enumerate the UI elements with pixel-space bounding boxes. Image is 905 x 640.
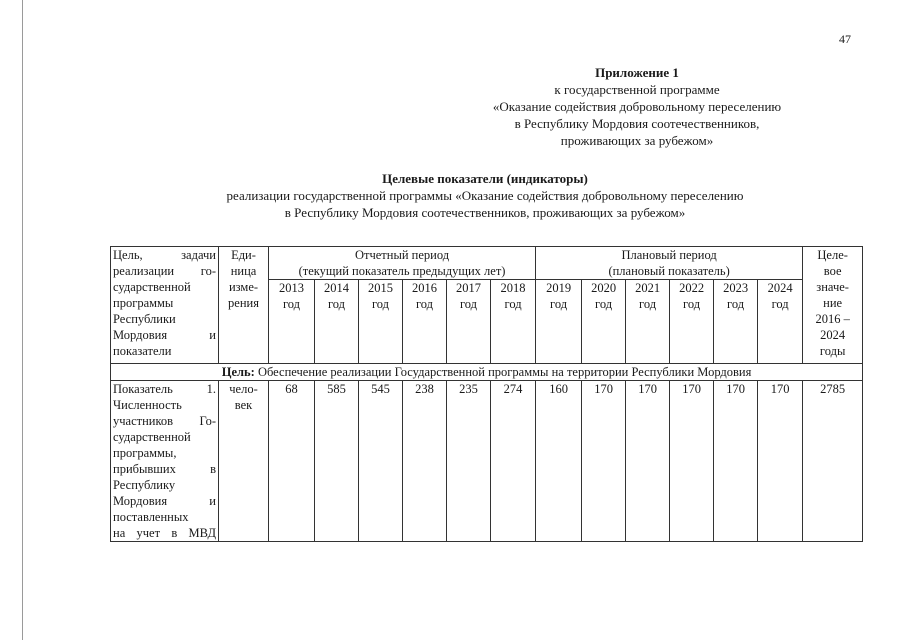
- indicator-unit-cell: [219, 381, 269, 542]
- indicator-name-line: Республику: [113, 478, 176, 492]
- heading-line: реализации государственной программы «Оказание содействия добровольному переселению: [226, 188, 744, 203]
- year-word: год: [550, 297, 568, 311]
- indicator-name-line: Численность: [113, 398, 182, 412]
- header-goal-line: Республики: [113, 312, 176, 326]
- year-label: 2014: [324, 281, 349, 295]
- year-label: 2024: [767, 281, 793, 295]
- header-target-cell: [803, 247, 863, 364]
- year-label: 2016: [412, 281, 437, 295]
- indicator-name-line: поставленных: [113, 510, 189, 524]
- year-cell-2017: [447, 280, 491, 364]
- reporting-period-line: (текущий показатель предыдущих лет): [298, 264, 506, 278]
- year-label: 2019: [546, 281, 572, 295]
- year-word: год: [771, 297, 789, 311]
- indicator-name-line: участников Го-: [113, 414, 216, 428]
- indicator-name-line: сударственной: [113, 430, 191, 444]
- document-heading: [110, 170, 860, 221]
- year-label: 2018: [500, 281, 526, 295]
- year-word: год: [415, 297, 434, 311]
- value-cell: 68: [269, 381, 315, 542]
- appendix-line: проживающих за рубежом»: [560, 133, 714, 148]
- year-label: 2023: [723, 281, 749, 295]
- indicator-name-line: программы,: [113, 446, 177, 460]
- target-value-cell: 2785: [803, 381, 863, 542]
- appendix-line: «Оказание содействия добровольному переселению: [492, 99, 782, 114]
- page-number: 47: [839, 32, 851, 46]
- planned-period-line: Плановый период: [621, 248, 717, 262]
- header-unit-line: изме-: [228, 280, 259, 294]
- year-word: год: [504, 297, 522, 311]
- target-line: вое: [823, 264, 842, 278]
- indicator-name-line: прибывших в: [113, 462, 216, 476]
- appendix-block: [427, 64, 847, 149]
- year-word: год: [639, 297, 657, 311]
- heading-title: Целевые показатели (индикаторы): [382, 171, 588, 186]
- year-word: год: [459, 297, 478, 311]
- year-cell-2016: [403, 280, 447, 364]
- target-line: годы: [819, 344, 846, 358]
- page-left-edge: [22, 0, 23, 640]
- year-cell-2019: [536, 280, 582, 364]
- indicator-name-line: Мордовия и: [113, 494, 216, 508]
- year-word: год: [371, 297, 390, 311]
- indicator-name-line: на учет в МВД: [113, 526, 216, 540]
- target-line: 2016 –: [815, 312, 850, 326]
- indicator-row: [111, 381, 863, 542]
- appendix-line: к государственной программе: [554, 82, 720, 97]
- indicator-unit-line: век: [234, 398, 253, 412]
- year-cell-2020: [582, 280, 626, 364]
- year-label: 2020: [591, 281, 617, 295]
- header-planned-period: [536, 247, 803, 280]
- year-word: год: [683, 297, 701, 311]
- year-cell-2018: [491, 280, 536, 364]
- year-label: 2015: [368, 281, 393, 295]
- year-label: 2021: [635, 281, 661, 295]
- header-goal-line: Цель, задачи: [113, 248, 216, 262]
- value-cell: 170: [758, 381, 803, 542]
- year-cell-2023: [714, 280, 758, 364]
- year-label: 2017: [456, 281, 481, 295]
- value-cell: 170: [626, 381, 670, 542]
- header-goal-line: Мордовия и: [113, 328, 216, 342]
- appendix-title: Приложение 1: [595, 65, 679, 80]
- year-word: год: [595, 297, 613, 311]
- year-cell-2021: [626, 280, 670, 364]
- indicators-table: [110, 246, 863, 542]
- year-label: 2022: [679, 281, 705, 295]
- goal-text: Обеспечение реализации Государственной программы на территории Республики Мордовия: [257, 365, 752, 379]
- indicator-unit-line: чело-: [229, 382, 258, 396]
- header-goal-line: сударственной: [113, 280, 191, 294]
- header-goal-line: показатели: [113, 344, 172, 358]
- target-line: 2024: [820, 328, 846, 342]
- header-goal-line: программы: [113, 296, 174, 310]
- target-line: ние: [823, 296, 843, 310]
- header-row-periods: [111, 247, 863, 280]
- header-reporting-period: [269, 247, 536, 280]
- target-line: Целе-: [817, 248, 848, 262]
- year-cell-2024: [758, 280, 803, 364]
- reporting-period-line: Отчетный период: [354, 248, 450, 262]
- year-cell-2022: [670, 280, 714, 364]
- year-cell-2015: [359, 280, 403, 364]
- appendix-line: в Республику Мордовия соотечественников,: [514, 116, 760, 131]
- value-cell: 170: [582, 381, 626, 542]
- header-goal-line: реализации го-: [113, 264, 216, 278]
- header-goal-cell: [111, 247, 219, 364]
- value-cell: 274: [491, 381, 536, 542]
- header-unit-cell: [219, 247, 269, 364]
- value-cell: 160: [536, 381, 582, 542]
- header-unit-line: рения: [228, 296, 259, 310]
- target-line: значе-: [816, 280, 849, 294]
- year-cell-2014: [315, 280, 359, 364]
- goal-row: [111, 364, 863, 381]
- value-cell: 545: [359, 381, 403, 542]
- year-cell-2013: [269, 280, 315, 364]
- planned-period-line: (плановый показатель): [608, 264, 730, 278]
- indicator-name-cell: [111, 381, 219, 542]
- value-cell: 170: [670, 381, 714, 542]
- value-cell: 170: [714, 381, 758, 542]
- header-unit-line: ница: [230, 264, 257, 278]
- year-word: год: [727, 297, 745, 311]
- indicator-name-line: Показатель 1.: [113, 382, 216, 396]
- goal-label: Цель:: [221, 365, 255, 379]
- year-word: год: [282, 297, 301, 311]
- value-cell: 238: [403, 381, 447, 542]
- value-cell: 235: [447, 381, 491, 542]
- heading-line: в Республику Мордовия соотечественников, проживающих за рубежом»: [284, 205, 686, 220]
- value-cell: 585: [315, 381, 359, 542]
- year-word: год: [327, 297, 346, 311]
- header-unit-line: Еди-: [231, 248, 256, 262]
- year-label: 2013: [279, 281, 304, 295]
- goal-cell: [111, 364, 863, 381]
